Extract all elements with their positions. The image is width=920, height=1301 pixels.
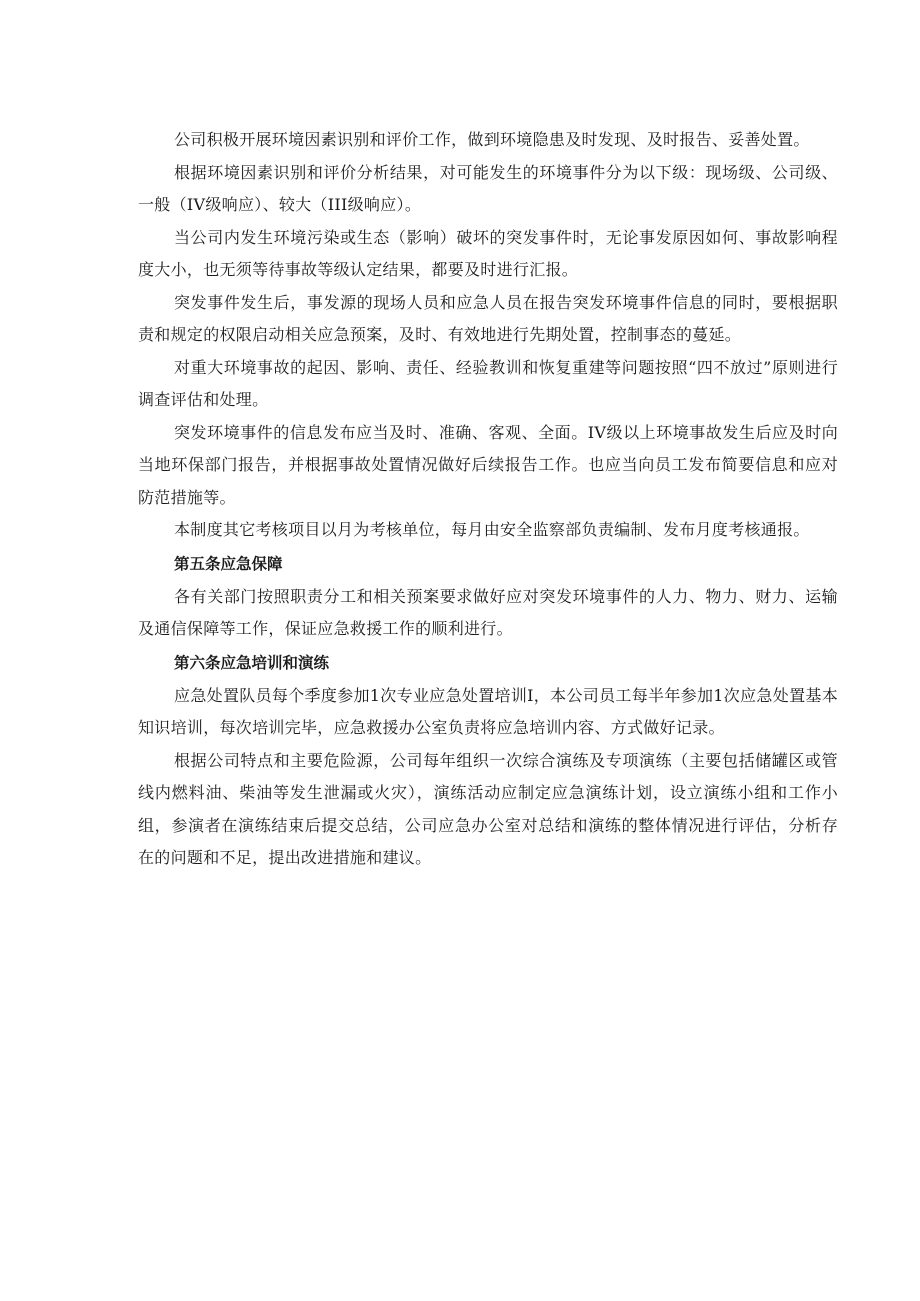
paragraph-support: 各有关部门按照职责分工和相关预案要求做好应对突发环境事件的人力、物力、财力、运输及通信保障等工作，保证应急救援工作的顺利进行。: [138, 586, 838, 638]
paragraph-initial-response: 突发事件发生后，事发源的现场人员和应急人员在报告突发环境事件信息的同时，要根据职责和规定的权限启动相关应急预案，及时、有效地进行先期处置，控制事态的蔓延。: [138, 292, 838, 344]
document-body: [138, 124, 838, 875]
paragraph-information-release: 突发环境事件的信息发布应当及时、准确、客观、全面。IV级以上环境事故发生后应及时向当地环保部门报告，并根据事故处置情况做好后续报告工作。也应当向员工发布简要信息和应对防范措施等。: [138, 422, 838, 507]
paragraph-hazard-identification: 公司积极开展环境因素识别和评价工作，做到环境隐患及时发现、及时报告、妥善处置。: [174, 130, 810, 149]
paragraph-assessment: 本制度其它考核项目以月为考核单位，每月由安全监察部负责编制、发布月度考核通报。: [174, 520, 810, 539]
paragraph-drills: 根据公司特点和主要危险源，公司每年组织一次综合演练及专项演练（主要包括储罐区或管线内燃料油、柴油等发生泄漏或火灾），演练活动应制定应急演练计划，设立演练小组和工作小组，参演者在演练结束后提交总结，公司应急办公室对总结和演练的整体情况进行评估，分析存在的问题和不足，提出改进措施和建议。: [138, 750, 838, 867]
paragraph-training: 应急处置队员每个季度参加1次专业应急处置培训I，本公司员工每半年参加1次应急处置基本知识培训，每次培训完毕，应急救援办公室负责将应急培训内容、方式做好记录。: [138, 685, 838, 737]
paragraph-event-levels: 根据环境因素识别和评价分析结果，对可能发生的环境事件分为以下级：现场级、公司级、一般（IV级响应）、较大（III级响应）。: [138, 162, 838, 214]
paragraph-reporting: 当公司内发生环境污染或生态（影响）破坏的突发事件时，无论事发原因如何、事故影响程度大小，也无须等待事故等级认定结果，都要及时进行汇报。: [138, 227, 838, 279]
section-heading-training-drills: 第六条应急培训和演练: [174, 653, 330, 672]
paragraph-investigation: 对重大环境事故的起因、影响、责任、经验教训和恢复重建等问题按照“四不放过”原则进行调查评估和处理。: [138, 357, 838, 409]
section-heading-emergency-support: 第五条应急保障: [174, 554, 283, 573]
